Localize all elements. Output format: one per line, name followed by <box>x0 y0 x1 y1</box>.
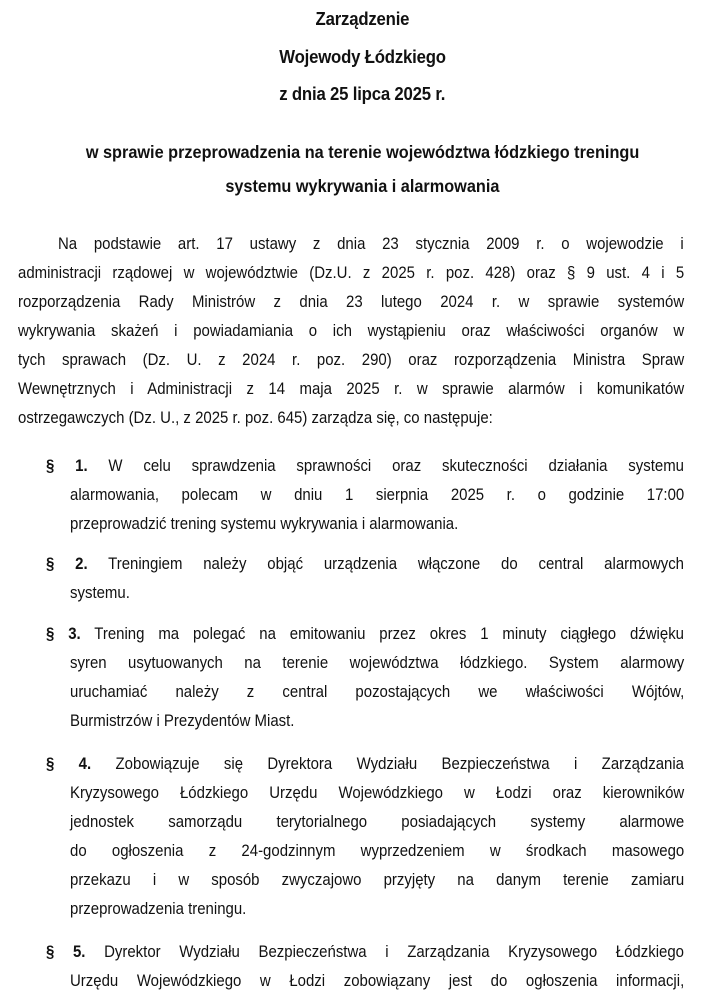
paragraph-line: przeprowadzenia treningu. <box>70 899 247 918</box>
paragraph-line: syren usytuowanych na terenie województwa łódzkiego. System alarmowy <box>70 653 685 672</box>
paragraph-mark: § 5. <box>46 942 86 961</box>
paragraph-line: Kryzysowego Łódzkiego Urzędu Wojewódzkiego w Łodzi oraz kierowników <box>70 783 685 802</box>
paragraph-line: do ogłoszenia z 24-godzinnym wyprzedzeniem w środkach masowego <box>70 841 685 860</box>
preamble-line: rozporządzenia Rady Ministrów z dnia 23 lutego 2024 r. w sprawie systemów <box>18 292 685 311</box>
paragraph-first-line: § 5. Dyrektor Wydziału Bezpieczeństwa i Zarządzania Kryzysowego Łódzkiego <box>46 942 685 961</box>
paragraph-line: Burmistrzów i Prezydentów Miast. <box>70 711 295 730</box>
document-subject-line-1: w sprawie przeprowadzenia na terenie województwa łódzkiego treningu <box>85 142 640 162</box>
paragraph-line: uruchamiać należy z central pozostających we właściwości Wójtów, <box>70 682 685 701</box>
paragraph-line: Urzędu Wojewódzkiego w Łodzi zobowiązany jest do ogłoszenia informacji, <box>70 971 685 990</box>
paragraph-line: przeprowadzić trening systemu wykrywania i alarmowania. <box>70 514 459 533</box>
preamble-line: Na podstawie art. 17 ustawy z dnia 23 stycznia 2009 r. o wojewodzie i <box>58 234 684 253</box>
preamble-line: wykrywania skażeń i powiadamiania o ich wystąpieniu oraz właściwości organów w <box>18 321 685 340</box>
paragraph-line: jednostek samorządu terytorialnego posiadających systemy alarmowe <box>70 812 685 831</box>
paragraph-first-line: § 3. Trening ma polegać na emitowaniu przez okres 1 minuty ciągłego dźwięku <box>46 624 685 643</box>
paragraph-line: przekazu i w sposób zwyczajowo przyjęty na danym terenie zamiaru <box>70 870 685 889</box>
paragraph-first-line: § 1. W celu sprawdzenia sprawności oraz skuteczności działania systemu <box>46 456 685 475</box>
paragraph-mark: § 2. <box>46 554 88 573</box>
paragraph-mark: § 1. <box>46 456 88 475</box>
preamble-line: administracji rządowej w województwie (Dz.U. z 2025 r. poz. 428) oraz § 9 ust. 4 i 5 <box>18 263 685 282</box>
paragraph-first-line: § 4. Zobowiązuje się Dyrektora Wydziału Bezpieczeństwa i Zarządzania <box>46 754 685 773</box>
paragraph-first-line: § 2. Treningiem należy objąć urządzenia włączone do central alarmowych <box>46 554 685 573</box>
document-title-type: Zarządzenie <box>315 9 410 29</box>
paragraph-line: alarmowania, polecam w dniu 1 sierpnia 2025 r. o godzinie 17:00 <box>70 485 685 504</box>
preamble-line: ostrzegawczych (Dz. U., z 2025 r. poz. 645) zarządza się, co następuje: <box>18 408 493 427</box>
document-subject-line-2: systemu wykrywania i alarmowania <box>225 176 500 196</box>
document-title-issuer: Wojewody Łódzkiego <box>279 47 446 67</box>
paragraph-mark: § 3. <box>46 624 81 643</box>
preamble-line: tych sprawach (Dz. U. z 2024 r. poz. 290) oraz rozporządzenia Ministra Spraw <box>18 350 685 369</box>
preamble-line: Wewnętrznych i Administracji z 14 maja 2025 r. w sprawie alarmów i komunikatów <box>18 379 685 398</box>
paragraph-mark: § 4. <box>46 754 92 773</box>
paragraph-line: systemu. <box>70 583 130 602</box>
document-title-date: z dnia 25 lipca 2025 r. <box>279 84 446 104</box>
